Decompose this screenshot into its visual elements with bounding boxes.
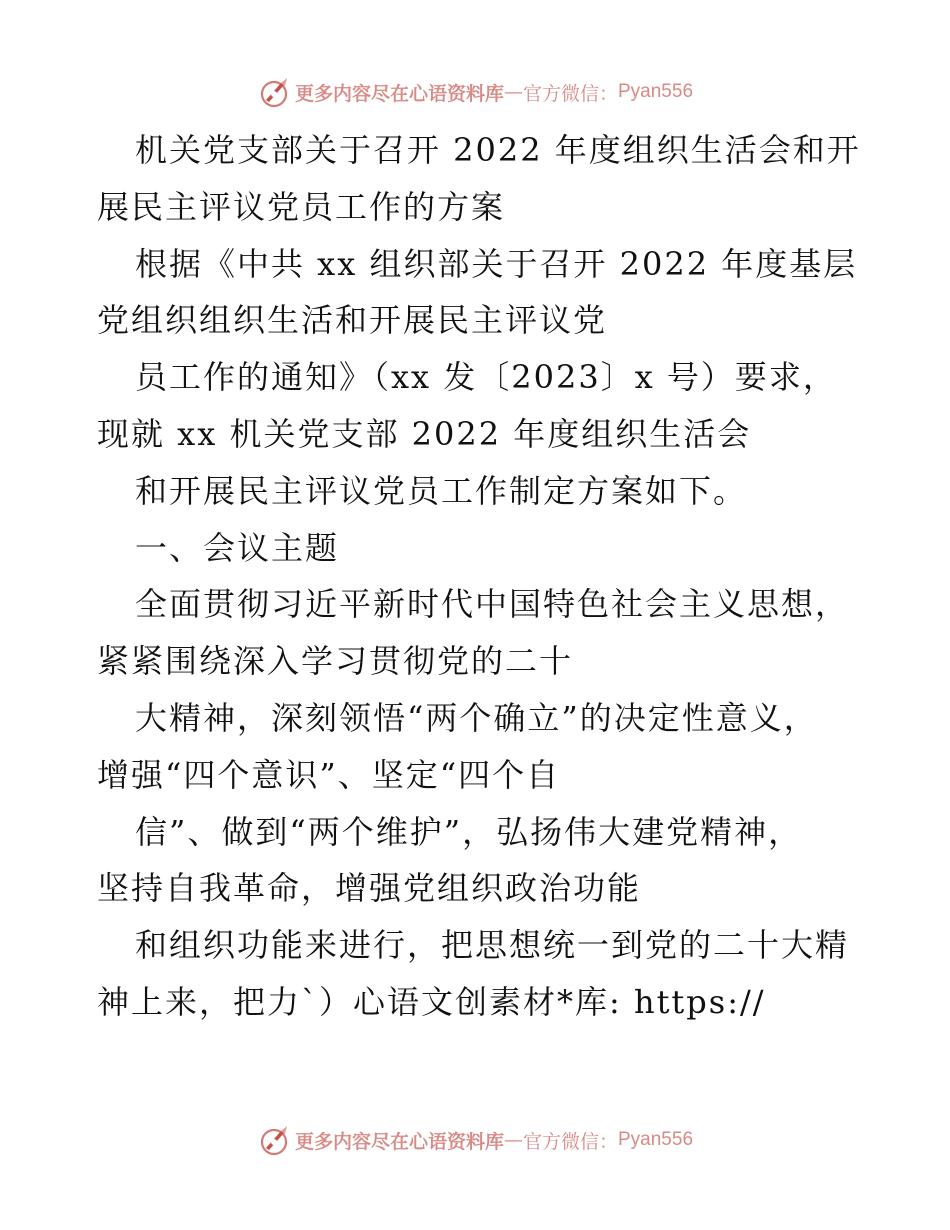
- doc-line: 全面贯彻习近平新时代中国特色社会主义思想，: [135, 585, 850, 624]
- doc-line: 大精神，深刻领悟“两个确立”的决定性意义，: [135, 698, 818, 737]
- banner-site-text: 更多内容尽在心语资料库: [294, 1130, 504, 1153]
- section-heading: 一、会议主题: [135, 528, 340, 567]
- doc-line: 员工作的通知》（xx 发〔2023〕x 号）要求，: [135, 358, 837, 397]
- banner-site-text: 更多内容尽在心语资料库: [294, 82, 504, 105]
- doc-line: 和开展民主评议党员工作制定方案如下。: [135, 471, 748, 510]
- doc-line: 信”、做到“两个维护”，弘扬伟大建党精神，: [135, 812, 803, 851]
- doc-line: 紧紧围绕深入学习贯彻党的二十: [97, 642, 574, 681]
- quill-logo-icon: [257, 75, 291, 109]
- doc-line: 坚持自我革命，增强党组织政治功能: [97, 869, 642, 908]
- quill-logo-icon: [257, 1123, 291, 1157]
- doc-line: 展民主评议党员工作的方案: [97, 187, 506, 226]
- document-body: [97, 122, 877, 1031]
- header-banner: [0, 72, 950, 112]
- doc-line: 根据《中共 xx 组织部关于召开 2022 年度基层: [135, 244, 858, 283]
- doc-line: 机关党支部关于召开 2022 年度组织生活会和开: [135, 131, 861, 169]
- banner-wechat-id: Pyan556: [618, 81, 694, 102]
- doc-line: 现就 xx 机关党支部 2022 年度组织生活会: [97, 414, 752, 453]
- banner-separator: —: [503, 81, 523, 103]
- doc-line: 神上来，把力`）心语文创素材*库: https://: [97, 982, 766, 1021]
- doc-line: 党组织组织生活和开展民主评议党: [97, 301, 608, 340]
- banner-separator: —: [503, 1129, 523, 1151]
- doc-line: 增强“四个意识”、坚定“四个自: [97, 755, 561, 794]
- doc-line: 和组织功能来进行，把思想统一到党的二十大精: [135, 926, 850, 965]
- footer-banner: [0, 1120, 950, 1160]
- banner-wechat-id: Pyan556: [618, 1129, 694, 1150]
- banner-wechat-label: 官方微信：: [522, 1130, 618, 1153]
- banner-wechat-label: 官方微信：: [522, 82, 618, 105]
